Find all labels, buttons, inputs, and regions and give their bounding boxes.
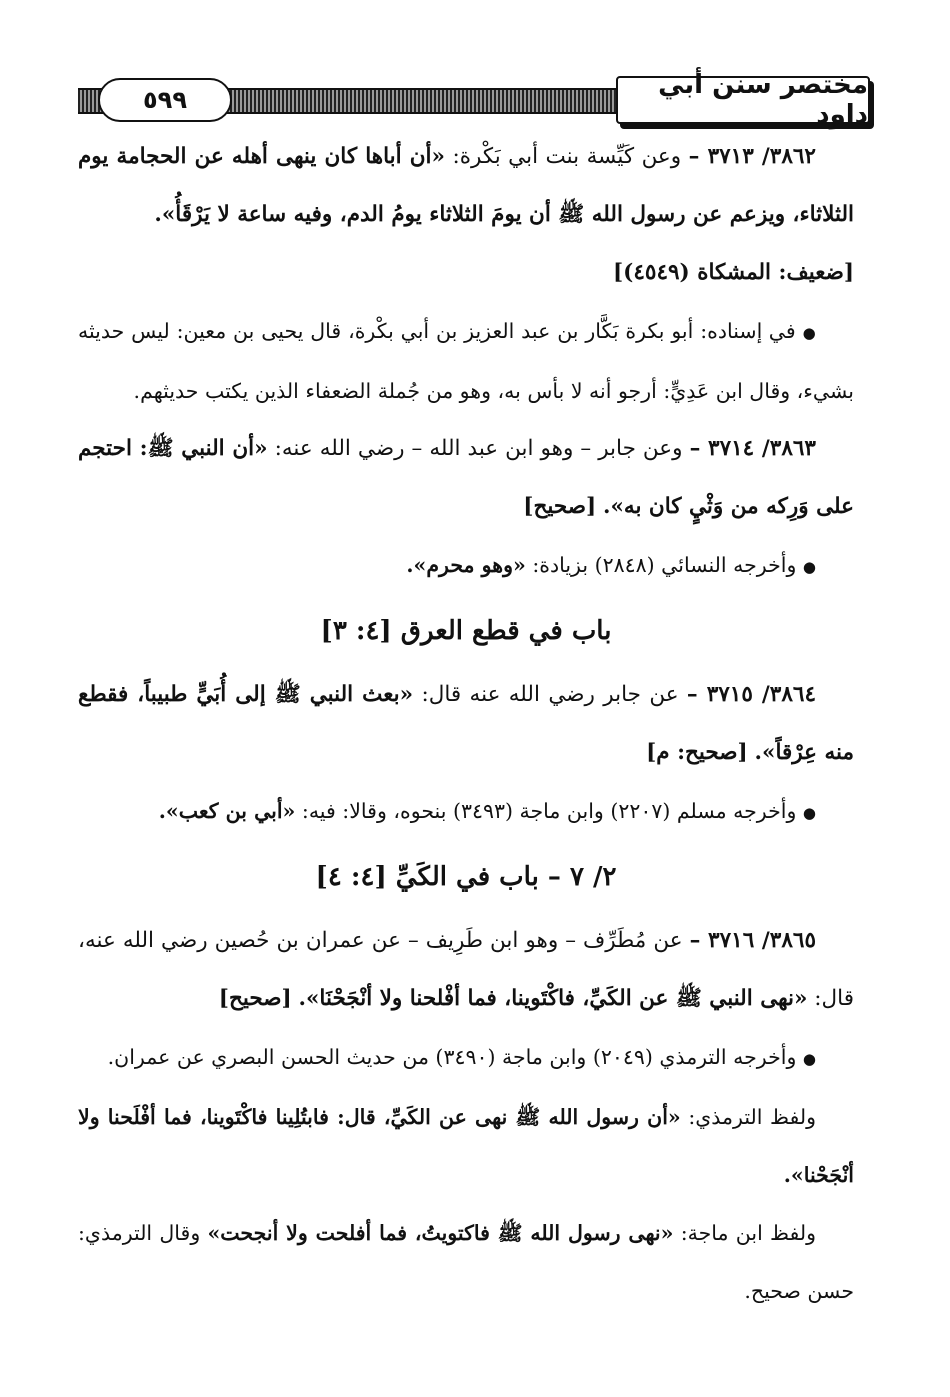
chapter-heading: ٢/ ٧ – باب في الكَيِّ [٤: ٤] <box>315 862 617 892</box>
hadith-grade <box>78 244 854 302</box>
hadith-intro: عن مُطَرِّف – وهو ابن طَرِيف – عن عمران بن حُصين رضي الله عنه، قال: <box>78 928 854 1011</box>
note-quote: «أن رسول الله ﷺ نهى عن الكَيِّ، قال: فابتُلِينا فاكْتَوينا، فما أفْلَحنا ولا أنْجَحْنا». <box>78 1105 854 1187</box>
takhrij-note <box>78 1028 854 1088</box>
hadith-text: «نهى النبي ﷺ عن الكَيِّ، فاكْتَوينا، فما أفْلحنا ولا أنْجَحْنَا». <box>298 986 808 1011</box>
hadith-3863 <box>78 420 854 536</box>
grade-text: [ضعيف: المشكاة (٤٥٤٩)] <box>612 260 854 285</box>
hadith-text: «بعث النبي ﷺ إلى أُبَيٍّ طبيباً، فقطع منه عِرْقاً». <box>78 682 854 765</box>
note-quote: «نهى رسول الله ﷺ فاكتويتُ، فما أفلحت ولا أنجحت» <box>207 1221 674 1245</box>
note-quote: «وهو محرم». <box>406 553 526 577</box>
hadith-number: ٣٨٦٥/ ٣٧١٦ – <box>689 928 816 953</box>
tirmidhi-wording <box>78 1088 854 1204</box>
hadith-number: ٣٨٦٢/ ٣٧١٣ – <box>688 144 816 169</box>
hadith-3864 <box>78 666 854 782</box>
note-text: ولفظ الترمذي: <box>688 1105 817 1129</box>
takhrij-note <box>78 302 854 420</box>
page-content <box>78 128 854 1320</box>
hadith-text: «أن النبي ﷺ: احتجم على وَرِكه من وَثْيٍ كان به». <box>78 436 854 519</box>
note-quote: «أبي بن كعب». <box>158 799 296 823</box>
bullet-icon: ● <box>802 804 816 822</box>
bullet-icon: ● <box>802 1050 816 1068</box>
hadith-3865 <box>78 912 854 1028</box>
grade-text: [صحيح: م] <box>646 740 748 765</box>
note-text: وأخرجه مسلم (٢٢٠٧) وابن ماجة (٣٤٩٣) بنحوه، وقالا: فيه: <box>301 799 797 823</box>
hadith-intro: عن جابر رضي الله عنه قال: <box>421 682 679 707</box>
bullet-icon: ● <box>802 558 816 576</box>
hadith-number: ٣٨٦٤/ ٣٧١٥ – <box>686 682 816 707</box>
bullet-icon: ● <box>802 324 816 342</box>
hadith-intro: وعن كَيِّسة بنت أبي بَكْرة: <box>452 144 682 169</box>
grade-text: [صحيح] <box>218 986 292 1011</box>
book-title: مختصر سنن أبي داود <box>616 76 870 124</box>
hadith-intro: وعن جابر – وهو ابن عبد الله – رضي الله عنه: <box>274 436 683 461</box>
hadith-number: ٣٨٦٣/ ٣٧١٤ – <box>689 436 816 461</box>
page-header <box>78 70 870 130</box>
note-text: وأخرجه الترمذي (٢٠٤٩) وابن ماجة (٣٤٩٠) من حديث الحسن البصري عن عمران. <box>107 1045 797 1069</box>
hadith-text: «أن أباها كان ينهى أهله عن الحجامة يوم الثلاثاء، ويزعم عن رسول الله ﷺ أن يومَ الثلاثاء يومُ الدم، وفيه ساعة لا يَرْقَأُ». <box>78 144 854 227</box>
grade-text: [صحيح] <box>523 494 597 519</box>
ibn-majah-wording <box>78 1204 854 1320</box>
page-number: ٥٩٩ <box>98 78 232 122</box>
hadith-3862 <box>78 128 854 244</box>
note-text: ولفظ ابن ماجة: <box>680 1221 816 1245</box>
note-text: وقال الترمذي: حسن صحيح. <box>78 1221 854 1303</box>
note-text: وأخرجه النسائي (٢٨٤٨) بزيادة: <box>532 553 797 577</box>
note-text: في إسناده: أبو بكرة بَكَّار بن عبد العزيز بن أبي بكْرة، قال يحيى بن معين: ليس حديثه بشيء، وقال ابن عَدِيٍّ: أرجو أنه لا بأس به، وهو من جُملة الضعفاء الذين يكتب حديثهم. <box>78 319 854 403</box>
takhrij-note <box>78 782 854 842</box>
takhrij-note <box>78 536 854 596</box>
chapter-heading: باب في قطع العرق [٤: ٣] <box>320 616 612 646</box>
